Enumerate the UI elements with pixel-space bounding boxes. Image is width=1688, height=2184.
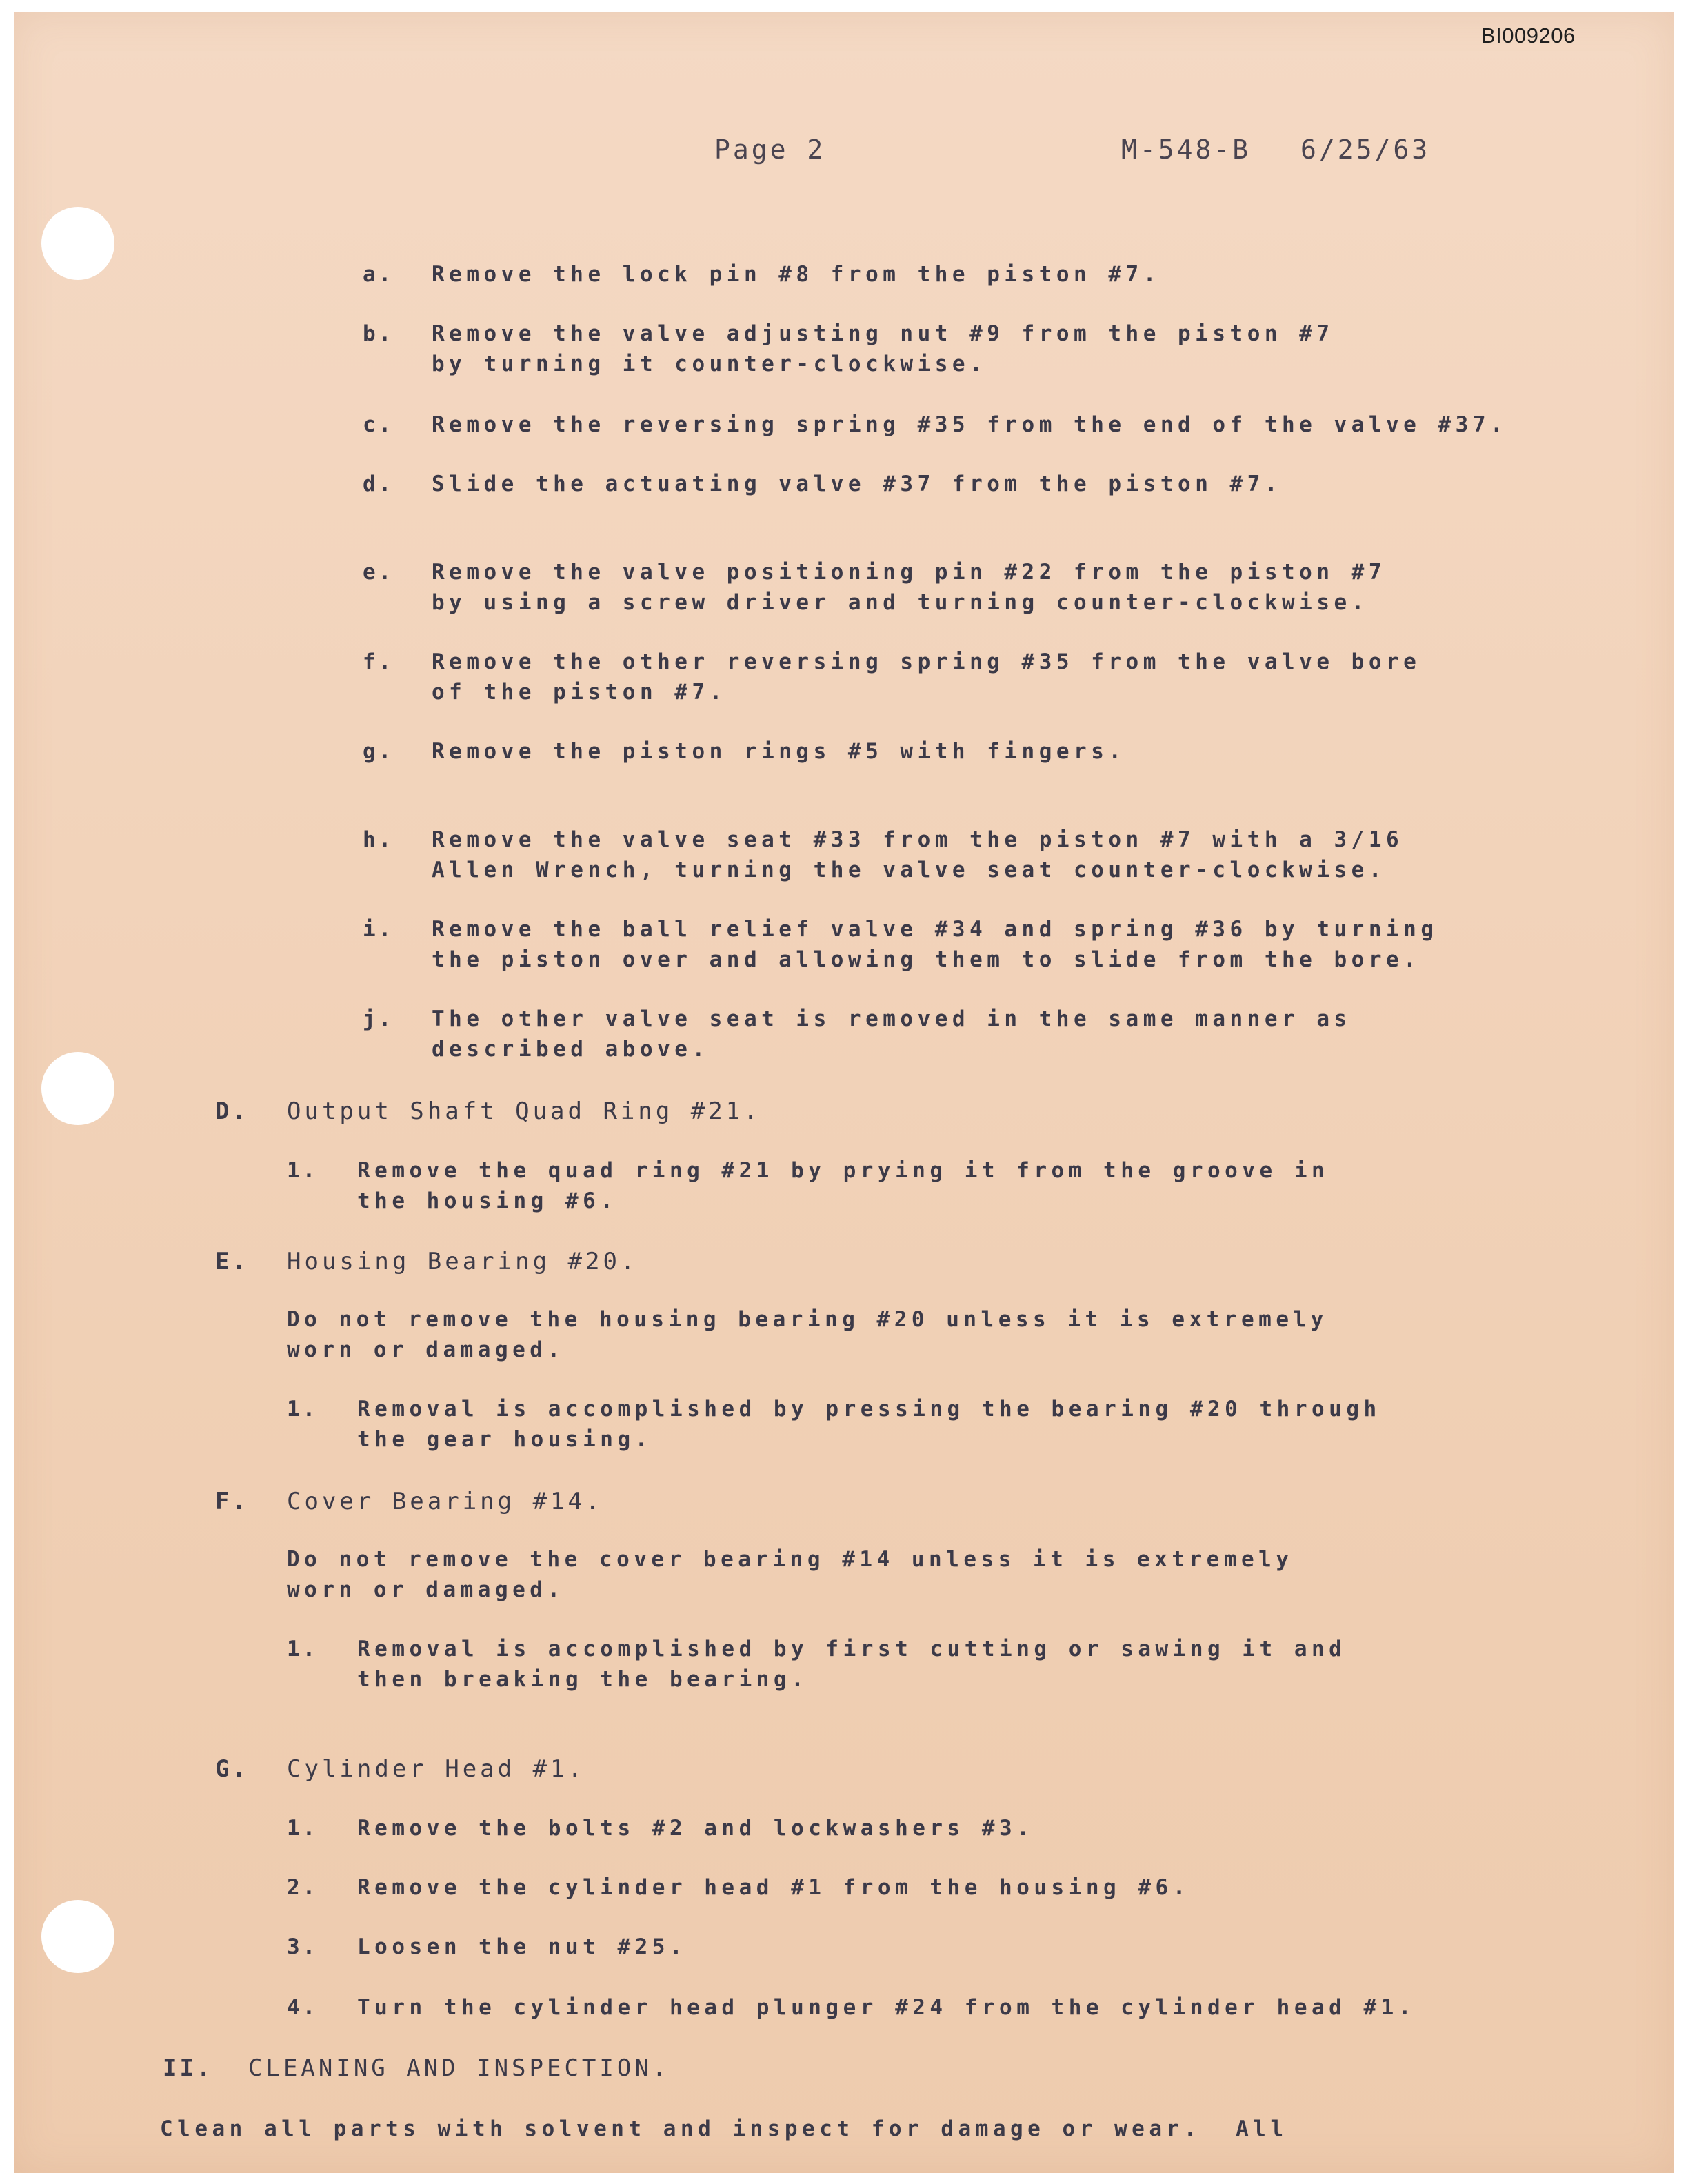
item-text: the housing #6.	[357, 1189, 618, 1213]
binder-hole	[41, 207, 114, 280]
part-text: Clean all parts with solvent and inspect for damage or wear. All	[160, 2116, 1288, 2141]
section-label: F.	[215, 1488, 249, 1515]
part-label: II.	[163, 2054, 214, 2082]
document-date: 6/25/63	[1300, 134, 1431, 165]
item-text: Loosen the nut #25.	[357, 1934, 687, 1959]
section-title: Cylinder Head #1.	[287, 1755, 585, 1783]
step-label: h.	[363, 827, 394, 852]
item-text: Remove the bolts #2 and lockwashers #3.	[357, 1816, 1034, 1841]
step-label: b.	[363, 321, 394, 346]
binder-hole	[41, 1900, 114, 1973]
section-label: G.	[215, 1755, 249, 1783]
step-text: Remove the ball relief valve #34 and spring #36 by turning	[432, 917, 1438, 942]
item-text: Turn the cylinder head plunger #24 from the cylinder head #1.	[357, 1995, 1416, 2020]
step-text: described above.	[432, 1037, 710, 1062]
item-label: 1.	[287, 1816, 319, 1841]
section-title: Housing Bearing #20.	[287, 1248, 639, 1275]
step-text: Remove the valve positioning pin #22 from the piston #7	[432, 560, 1386, 585]
step-text: of the piston #7.	[432, 680, 727, 705]
step-label: i.	[363, 917, 394, 942]
step-text: Remove the valve adjusting nut #9 from the piston #7	[432, 321, 1334, 346]
item-text: Remove the quad ring #21 by prying it from the groove in	[357, 1158, 1329, 1183]
item-label: 1.	[287, 1158, 319, 1183]
step-text: Remove the lock pin #8 from the piston #7.	[432, 262, 1160, 287]
item-label: 1.	[287, 1397, 319, 1422]
item-text: the gear housing.	[357, 1427, 652, 1452]
step-label: d.	[363, 472, 394, 496]
step-text: the piston over and allowing them to slide from the bore.	[432, 947, 1421, 972]
section-label: E.	[215, 1248, 249, 1275]
step-text: The other valve seat is removed in the same manner as	[432, 1007, 1352, 1031]
section-title: Cover Bearing #14.	[287, 1488, 603, 1515]
document-number: M-548-B	[1121, 134, 1252, 165]
step-label: j.	[363, 1007, 394, 1031]
section-label: D.	[215, 1098, 249, 1125]
item-label: 2.	[287, 1875, 319, 1900]
step-text: Slide the actuating valve #37 from the piston #7.	[432, 472, 1283, 496]
item-text: Removal is accomplished by first cutting or sawing it and	[357, 1637, 1347, 1661]
section-note: worn or damaged.	[287, 1577, 565, 1602]
section-note: worn or damaged.	[287, 1337, 565, 1362]
item-text: Remove the cylinder head #1 from the housing #6.	[357, 1875, 1190, 1900]
step-label: a.	[363, 262, 394, 287]
item-label: 4.	[287, 1995, 319, 2020]
section-title: Output Shaft Quad Ring #21.	[287, 1098, 761, 1125]
document-id-stamp: BI009206	[1481, 23, 1576, 48]
item-label: 1.	[287, 1637, 319, 1661]
step-text: Remove the valve seat #33 from the piston #7 with a 3/16	[432, 827, 1404, 852]
item-text: Removal is accomplished by pressing the bearing #20 through	[357, 1397, 1381, 1422]
step-label: c.	[363, 412, 394, 437]
page-number: Page 2	[714, 134, 826, 165]
part-title: CLEANING AND INSPECTION.	[248, 2054, 670, 2082]
step-text: Remove the other reversing spring #35 from the valve bore	[432, 649, 1421, 674]
section-note: Do not remove the housing bearing #20 unless it is extremely	[287, 1307, 1328, 1332]
step-text: Allen Wrench, turning the valve seat counter-clockwise.	[432, 858, 1386, 882]
step-text: by turning it counter-clockwise.	[432, 352, 987, 376]
step-text: Remove the piston rings #5 with fingers.	[432, 739, 1126, 764]
step-text: Remove the reversing spring #35 from the end of the valve #37.	[432, 412, 1508, 437]
step-text: by using a screw driver and turning counter-clockwise.	[432, 590, 1369, 615]
section-note: Do not remove the cover bearing #14 unless it is extremely	[287, 1547, 1294, 1572]
step-label: e.	[363, 560, 394, 585]
item-text: then breaking the bearing.	[357, 1667, 809, 1692]
step-label: g.	[363, 739, 394, 764]
binder-hole	[41, 1052, 114, 1125]
step-label: f.	[363, 649, 394, 674]
item-label: 3.	[287, 1934, 319, 1959]
